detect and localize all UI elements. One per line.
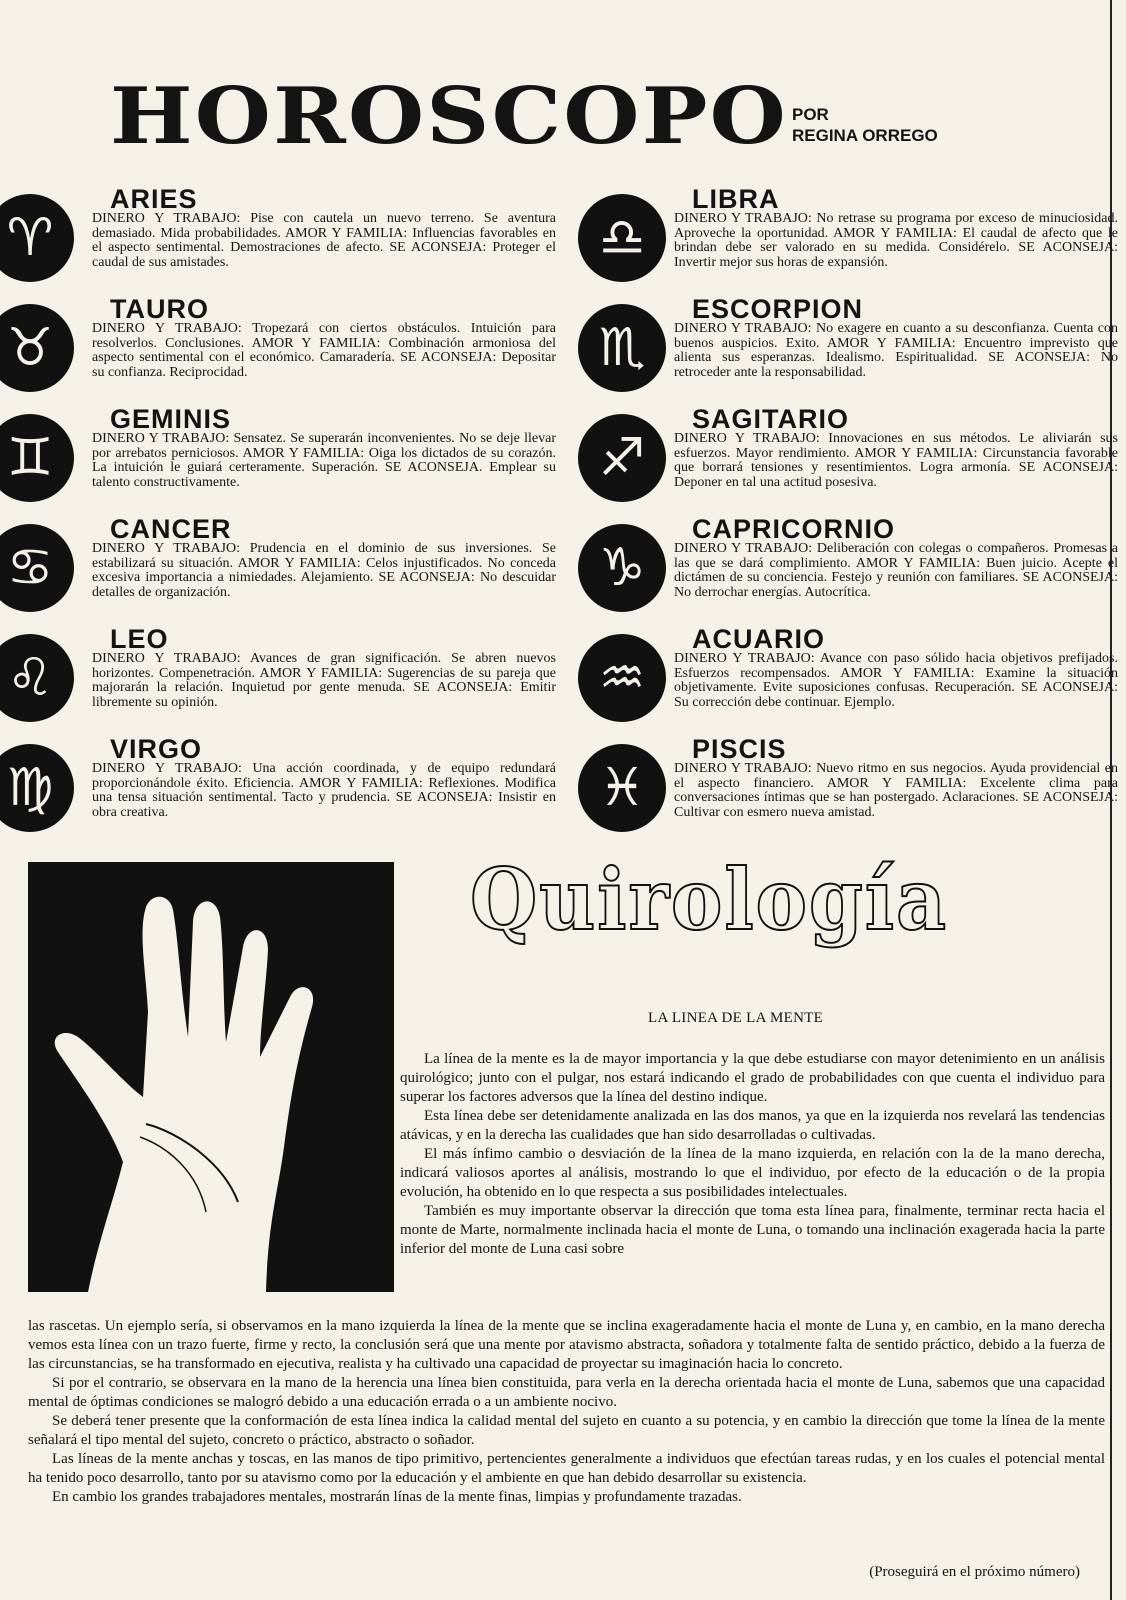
horoscope-masthead (110, 71, 789, 162)
article-paragraph: El más ínfimo cambio o desviación de la línea de la mano izquierda, en relación con la de la mano derecha, indicará valiosos aportes al análisis, mostrando lo que el individuo, por efecto de la educación o de la propia evolución, ha obtenido en lo que respecta a sus posibilidades intelectuales. (400, 1146, 1105, 1200)
sign-forecast: DINERO Y TRABAJO: No exagere en cuanto a su desconfianza. Cuenta con buenos auspicios. Exito. AMOR Y FAMILIA: Encuentro imprevisto que alienta sus esperanzas. Idealismo. Espiritualidad. SE ACONSEJA: No retroceder ante la responsabilidad. (674, 321, 1118, 381)
sign-name: VIRGO (110, 736, 203, 764)
sign-name: CAPRICORNIO (692, 516, 896, 544)
article-paragraph: La línea de la mente es la de mayor importancia y la que debe estudiarse con mayor detenimiento en un análisis quirológico; junto con el pulgar, nos estará indicando el grado de probabilidades con que cuenta el individuo para superar los factores adversos que la línea del destino indique. (400, 1051, 1105, 1105)
virgo-icon: ♍ (0, 744, 74, 832)
sign-name: TAURO (110, 296, 209, 324)
quirologia-subtitle: LA LINEA DE LA MENTE (648, 1010, 824, 1026)
sign-name: ACUARIO (692, 626, 825, 654)
sign-name: SAGITARIO (692, 406, 849, 434)
sign-name: LIBRA (692, 186, 780, 214)
sign-name: ARIES (110, 186, 198, 214)
sign-entry-libra (578, 186, 1118, 296)
sign-forecast: DINERO Y TRABAJO: Nuevo ritmo en sus negocios. Ayuda providencial en el aspecto financiero. AMOR Y FAMILIA: Excelente clima para conversaciones íntimas que se han postergado. Aclaraciones. SE ACONSEJA: Cultivar con esmero nueva amistad. (674, 761, 1118, 821)
continued-note: (Proseguirá en el próximo número) (869, 1564, 1080, 1580)
libra-icon: ♎ (578, 194, 666, 282)
leo-icon: ♌ (0, 634, 74, 722)
sign-forecast: DINERO Y TRABAJO: Innovaciones en sus métodos. Le aliviarán sus esfuerzos. Mayor rendimiento. AMOR Y FAMILIA: Circunstancia favorable que borrará tensiones y resentimientos. Logra armonía. SE ACONSEJA: Deponer en tal una actitud posesiva. (674, 431, 1118, 491)
article-paragraph: Las líneas de la mente anchas y toscas, en las manos de tipo primitivo, pertencientes generalmente a individuos que efectúan tareas rudas, y en los cuales el potencial mental ha tenido poco desarrollo, tanto por su atavismo como por la educación y el ambiente en que han debido desarrollar su existencia. (28, 1451, 1105, 1486)
sign-entry-escorpion (578, 296, 1118, 406)
sign-text-block (92, 516, 556, 601)
sign-name: PISCIS (692, 736, 787, 764)
sign-text-block (674, 626, 1118, 711)
palm-illustration (28, 862, 394, 1292)
sign-entry-virgo (0, 736, 560, 846)
sign-forecast: DINERO Y TRABAJO: Pise con cautela un nuevo terreno. Se aventura demasiado. Mida probabilidades. AMOR Y FAMILIA: Influencias favorables en el aspecto sentimental. Demostraciones de afecto. SE ACONSEJA: Proteger el caudal de sus amistades. (92, 211, 556, 271)
sign-forecast: DINERO Y TRABAJO: Tropezará con ciertos obstáculos. Intuición para resolverlos. Conclusiones. AMOR Y FAMILIA: Combinación armoniosa del aspecto sentimental con el económico. Camaradería. SE ACONSEJA: Depositar su confianza. Reciprocidad. (92, 321, 556, 381)
sign-name: LEO (110, 626, 169, 654)
article-paragraph: También es muy importante observar la dirección que toma esta línea para, finalmente, terminar recta hacia el monte de Marte, normalmente inclinada hacia el monte de Luna, o tomando una inclinación exagerada hacia la parte inferior del monte de Luna casi sobre (400, 1203, 1105, 1257)
sign-name: GEMINIS (110, 406, 232, 434)
sign-entry-acuario (578, 626, 1118, 736)
sign-text-block (92, 296, 556, 381)
hand-icon (28, 862, 394, 1292)
article-paragraph-continued: las rascetas. Un ejemplo sería, si observamos en la mano izquierda la línea de la mente que se inclina exageradamente hacia el monte de Luna y, en cambio, en la mano derecha vemos esta línea con un trazo fuerte, firme y recto, la conclusión será que una mente por atavismo abstracta, soñadora y totalmente falta de sentido práctico, debido a la fuerza de las circunstancias, se ha transformado en ejecutiva, realista y ha cultivado una capacidad de proyectar su imaginación hacia lo concreto. (28, 1318, 1105, 1372)
aquarius-icon: ♒ (578, 634, 666, 722)
sign-name: CANCER (110, 516, 232, 544)
sign-text-block (92, 736, 556, 821)
article-paragraph: En cambio los grandes trabajadores mentales, mostrarán línas de la mente finas, limpias y profundamente trazadas. (52, 1489, 742, 1505)
sign-text-block (674, 186, 1118, 271)
article-paragraph: Esta línea debe ser detenidamente analizada en las dos manos, ya que en la izquierda nos revelará las tendencias atávicas, y en la derecha las cualidades que han sido desarrolladas o cultivadas. (400, 1108, 1105, 1143)
sign-forecast: DINERO Y TRABAJO: Deliberación con colegas o compañeros. Promesas a las que se dará complimiento. AMOR Y FAMILIA: Buen juicio. Acepte el dictámen de su conciencia. Festejo y reunión con familiares. SE ACONSEJA: No derrochar energías. Autocrítica. (674, 541, 1118, 601)
article-paragraph: Si por el contrario, se observara en la mano de la herencia una línea bien constituida, para verla en la derecha orientada hacia el monte de Luna, sabemos que una capacidad mental de óptimas condiciones se malogró debido a una educación errada o a un ambiente nocivo. (28, 1375, 1105, 1410)
cancer-icon: ♋ (0, 524, 74, 612)
sign-entry-capricornio (578, 516, 1118, 626)
sign-forecast: DINERO Y TRABAJO: Sensatez. Se superarán inconvenientes. No se deje llevar por arrebatos perniciosos. AMOR Y FAMILIA: Oiga los dictados de su corazón. La intuición le guiará certeramente. Superación. SE ACONSEJA. Emplear su talento constructivamente. (92, 431, 556, 491)
sign-text-block (674, 406, 1118, 491)
sign-entry-tauro (0, 296, 560, 406)
sign-entry-cancer (0, 516, 560, 626)
taurus-icon: ♉ (0, 304, 74, 392)
sign-forecast: DINERO Y TRABAJO: Una acción coordinada, y de equipo redundará proporcionándole éxito. Eficiencia. AMOR Y FAMILIA: Reflexiones. Modifica una tensa situación sentimental. Tacto y prudencia. SE ACONSEJA: Insistir en obra creativa. (92, 761, 556, 821)
sign-forecast: DINERO Y TRABAJO: Avances de gran significación. Se abren nuevos horizontes. Compenetración. AMOR Y FAMILIA: Sugerencias de su pareja que majorarán la relación. Inquietud por gente menuda. SE ACONSEJA: Emitir libremente su opinión. (92, 651, 556, 711)
sign-text-block (674, 516, 1118, 601)
sign-entry-geminis (0, 406, 560, 516)
sign-text-block (92, 626, 556, 711)
capricorn-icon: ♑ (578, 524, 666, 612)
sign-forecast: DINERO Y TRABAJO: Avance con paso sólido hacia objetivos prefijados. Esfuerzos recompensados. AMOR Y FAMILIA: Examine la situación objetivamente. Evite suposiciones confusas. Recuperación. SE ACONSEJA: Su corrección debe continuar. Ejemplo. (674, 651, 1118, 711)
sign-text-block (674, 736, 1118, 821)
quirologia-title: Quirología (470, 850, 948, 949)
sign-text-block (674, 296, 1118, 381)
article-top (400, 1050, 1105, 1259)
signs-column-left (0, 186, 560, 846)
sign-forecast: DINERO Y TRABAJO: No retrase su programa por exceso de minuciosidad. Aproveche la oportunidad. AMOR Y FAMILIA: El caudal de afecto que le brindan debe ser valorado en su medida. Considérelo. SE ACONSEJA: Invertir mejor sus horas de expansión. (674, 211, 1118, 271)
sign-entry-leo (0, 626, 560, 736)
sign-name: ESCORPION (692, 296, 864, 324)
pisces-icon: ♓ (578, 744, 666, 832)
gemini-icon: ♊ (0, 414, 74, 502)
sagittarius-icon: ♐ (578, 414, 666, 502)
horoscope-title: HOROSCOPO (110, 71, 789, 162)
byline-por: POR (792, 105, 829, 124)
article-bottom (28, 1317, 1105, 1507)
sign-entry-sagitario (578, 406, 1118, 516)
sign-text-block (92, 406, 556, 491)
sign-entry-aries (0, 186, 560, 296)
article-paragraph: Se deberá tener presente que la conformación de esta línea indica la calidad mental del sujeto en cuanto a su potencia, y en cambio la dirección que tome la línea de la mente señalará el tipo mental del sujeto, concreto o práctico, abstracto o soñador. (28, 1413, 1105, 1448)
sign-forecast: DINERO Y TRABAJO: Prudencia en el dominio de sus inversiones. Se estabilizará su situación. AMOR Y FAMILIA: Celos injustificados. No conceda excesiva importancia a nimiedades. Alejamiento. SE ACONSEJA: No descuidar detalles de organización. (92, 541, 556, 601)
byline (792, 104, 938, 147)
sign-text-block (92, 186, 556, 271)
signs-column-right (578, 186, 1118, 846)
sign-entry-piscis (578, 736, 1118, 846)
scorpio-icon: ♏ (578, 304, 666, 392)
byline-author: REGINA ORREGO (792, 126, 938, 146)
aries-icon: ♈ (0, 194, 74, 282)
